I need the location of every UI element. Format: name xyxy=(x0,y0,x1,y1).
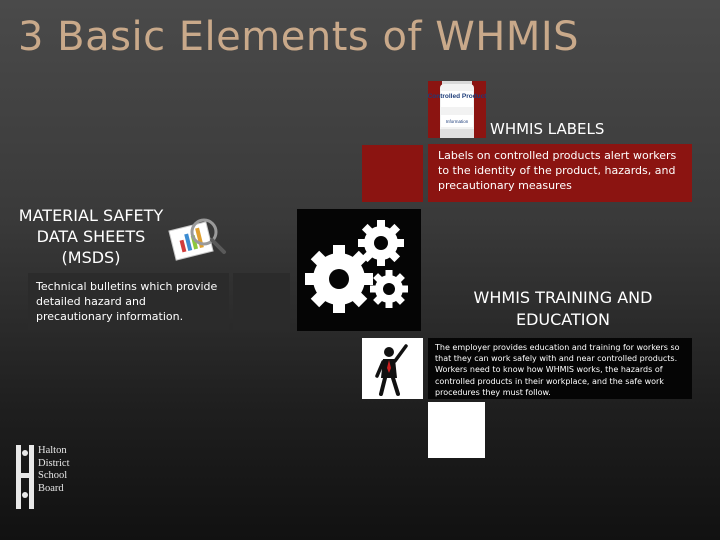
halton-logo-icon xyxy=(14,443,36,511)
presenter-icon xyxy=(362,338,423,399)
training-description: The employer provides education and training for workers so that they can work safely with and near controlled products. Workers need to know how WHMIS works, the hazards of controlled products in their workplace, and the safe work procedures they must follow. xyxy=(435,343,680,397)
msds-heading: MATERIAL SAFETY DATA SHEETS (MSDS) xyxy=(18,206,164,267)
gears-panel xyxy=(297,209,421,331)
product-bottle-image xyxy=(428,81,486,138)
magnifier-chart-icon xyxy=(166,212,228,262)
bottle-icon xyxy=(428,81,486,138)
gears-icon xyxy=(297,209,421,331)
bottle-text-top: Controlled Product xyxy=(428,93,486,100)
msds-description: Technical bulletins which provide detailed hazard and precautionary information. xyxy=(36,280,218,323)
training-heading: WHMIS TRAINING AND EDUCATION xyxy=(473,288,653,329)
blank-accent-square xyxy=(428,402,485,458)
slide-title: 3 Basic Elements of WHMIS xyxy=(18,14,580,60)
labels-heading: WHMIS LABELS xyxy=(490,120,605,138)
labels-accent-square xyxy=(362,145,423,202)
logo-text: Halton District School Board xyxy=(38,445,70,494)
halton-logo xyxy=(14,443,84,513)
bottle-text-bottom: Information xyxy=(445,119,469,124)
labels-description: Labels on controlled products alert workers to the identity of the product, hazards, and precautionary measures xyxy=(438,149,677,192)
msds-accent-square xyxy=(233,273,290,330)
